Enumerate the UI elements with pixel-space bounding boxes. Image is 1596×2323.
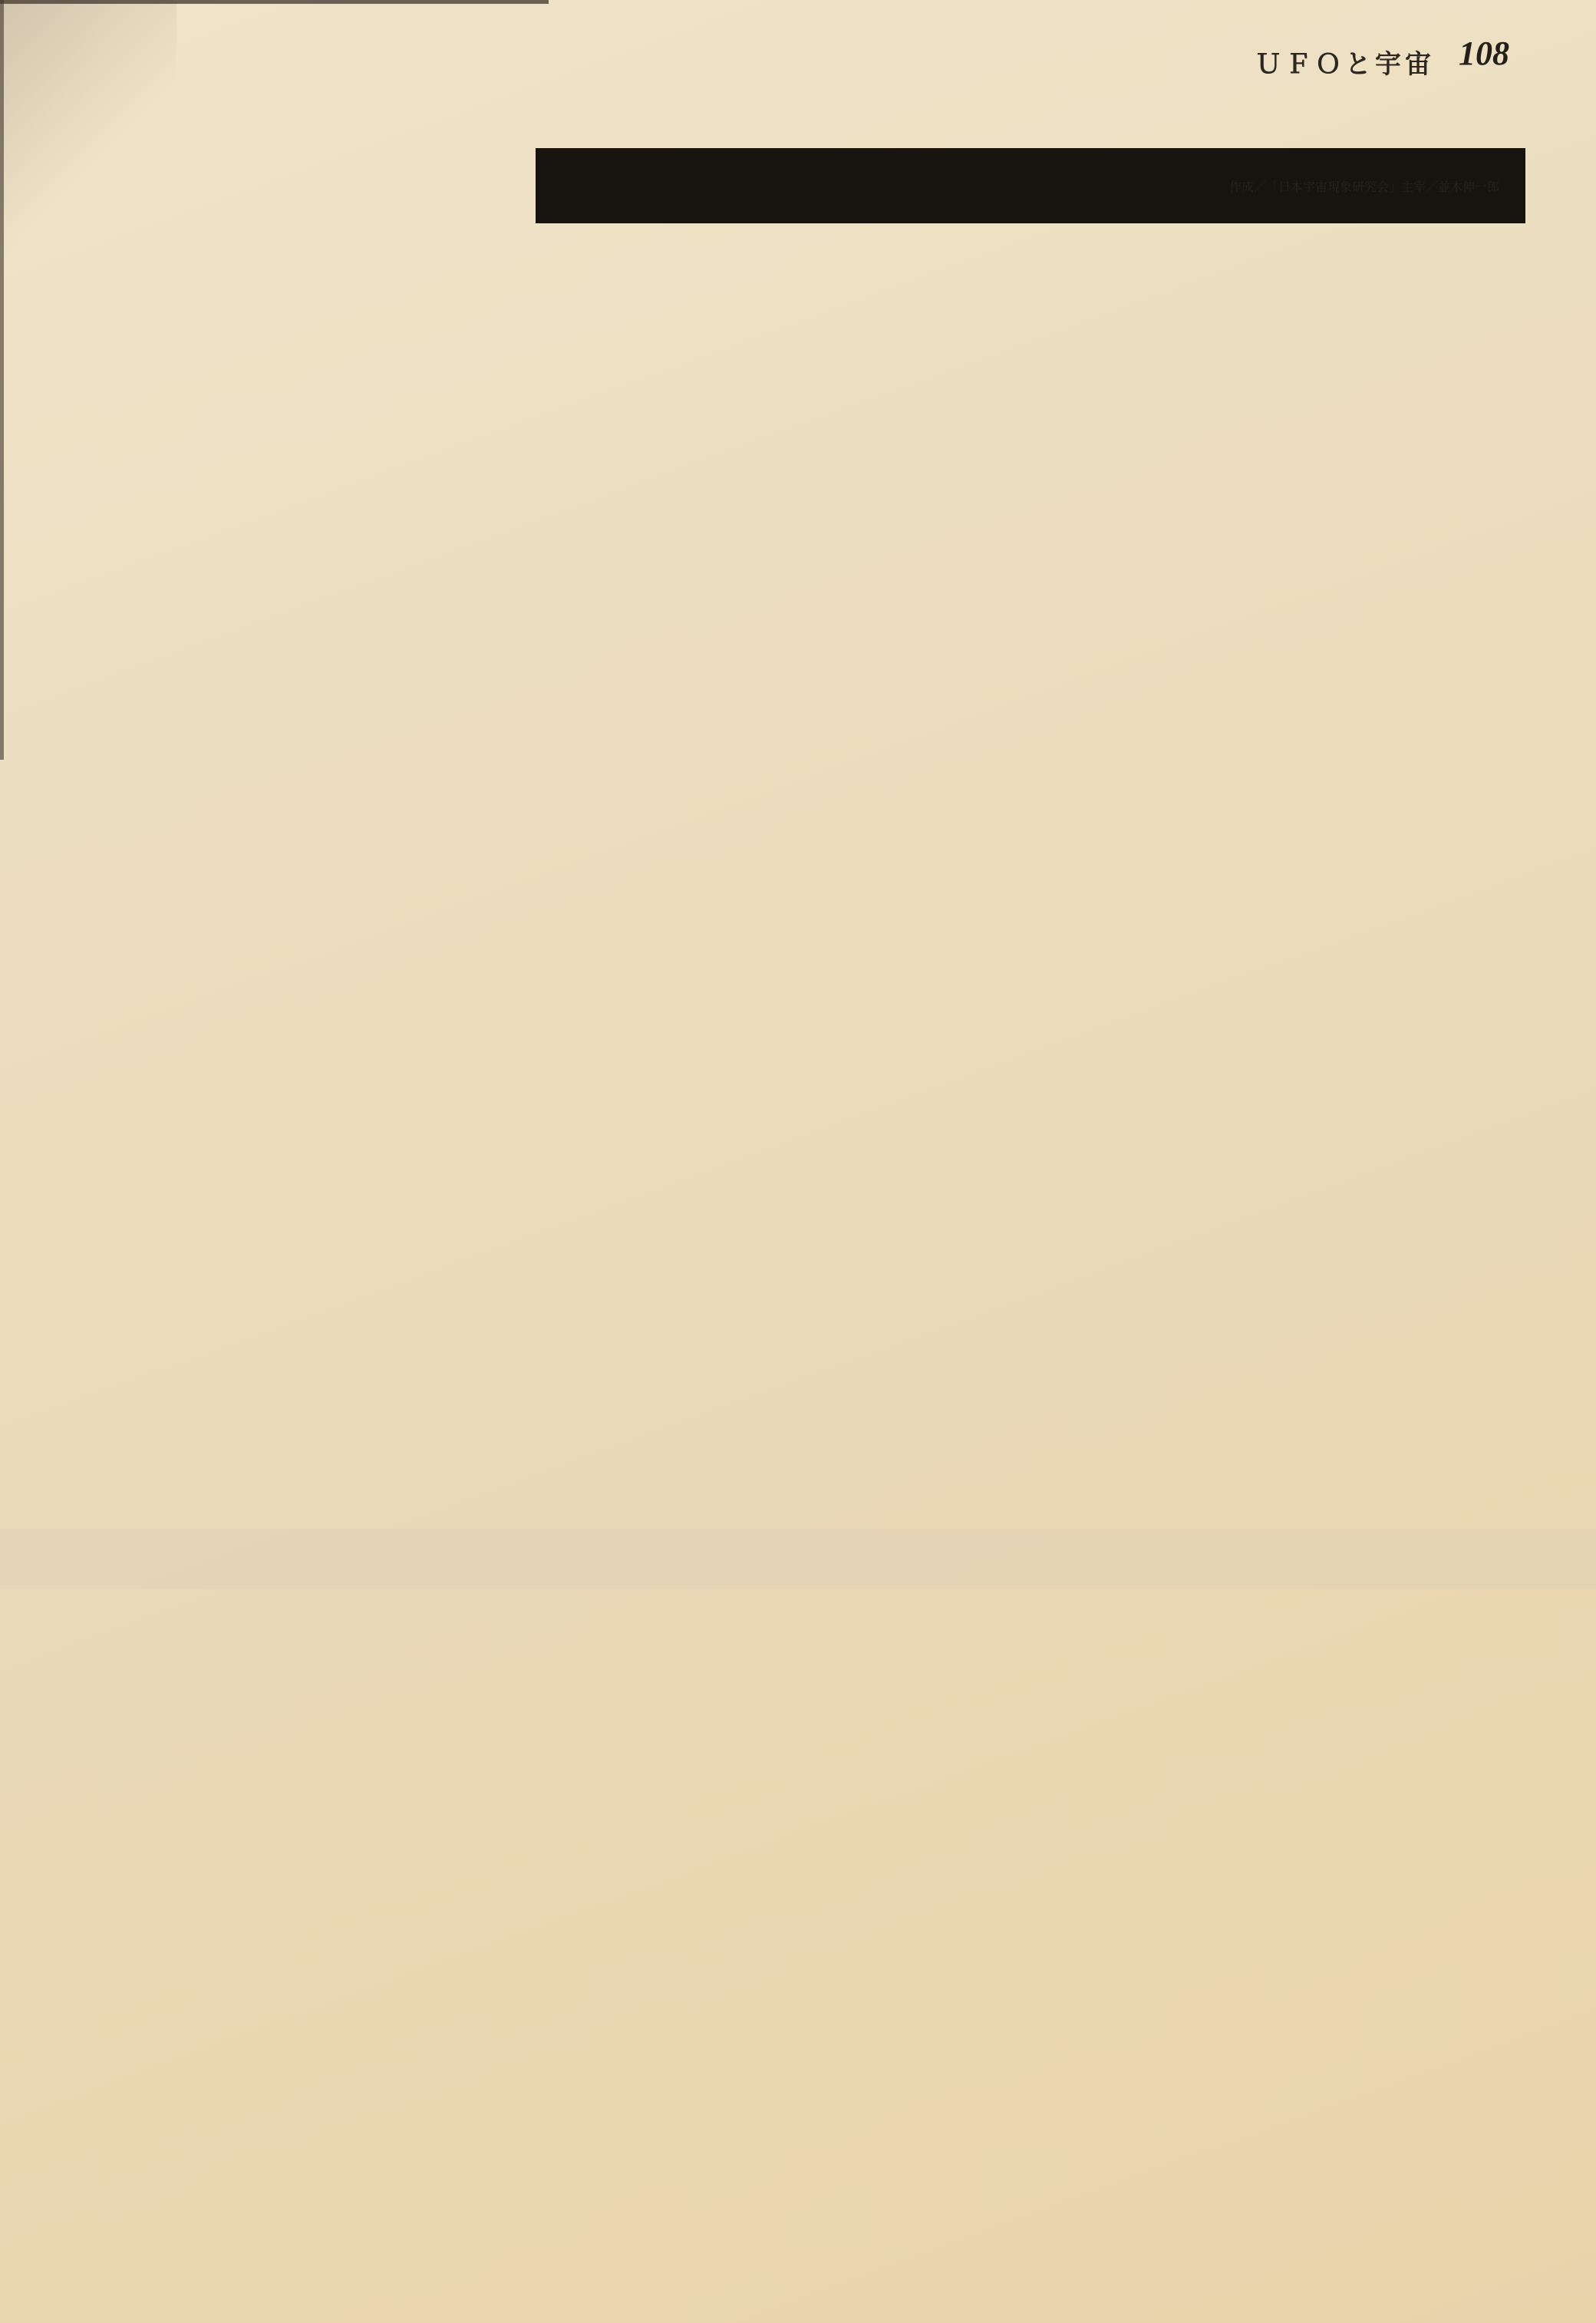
magazine-title: ＵＦＯと宇宙 xyxy=(1255,50,1435,79)
banner-author: 並木伸一郎 xyxy=(1437,180,1499,194)
banner-credit: 作成／「日本宇宙現象研究会」主宰／ xyxy=(1228,180,1438,194)
scan-corner-shadow xyxy=(0,0,176,261)
credit-banner xyxy=(536,148,1525,223)
table-left-paper xyxy=(0,0,547,1924)
scan-band xyxy=(0,1529,1596,1589)
page-number: 108 xyxy=(1459,35,1509,72)
table-right-paper xyxy=(0,1924,796,2323)
